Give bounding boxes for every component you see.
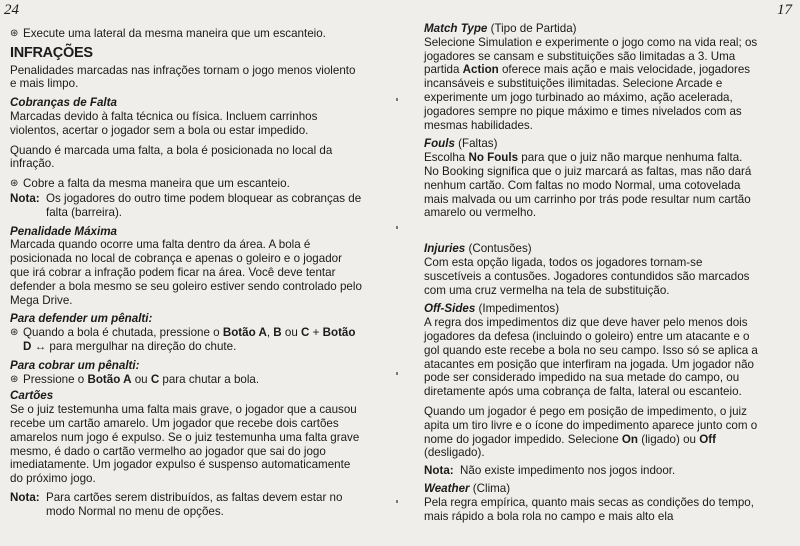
penalidade-paragraph: Marcada quando ocorre uma falta dentro da área. A bola é posicionada no local de cobrança e apenas o goleiro e o jogador que irá cobrar a infração podem ficar na área. Você deve tentar defender a bola mesmo se seu goleiro estiver sendo controlado pelo Mega Drive. [10, 238, 362, 307]
note-label: Nota: [424, 464, 454, 478]
note [10, 491, 362, 519]
penalidade-heading: Penalidade Máxima [10, 224, 117, 238]
defender-text: Quando a bola é chutada, pressione o Botão A, B ou C + Botão D ↔ para mergulhar na direção do chute. [23, 326, 356, 353]
note-text: Para cartões serem distribuídos, as faltas devem estar no modo Normal no menu de opções. [46, 490, 343, 518]
note [10, 192, 362, 220]
cartoes-heading: Cartões [10, 389, 54, 403]
lateral-text: Execute uma lateral da mesma maneira que um escanteio. [23, 27, 326, 40]
cartoes-paragraph: Se o juiz testemunha uma falta mais grave, o jogador que a causou recebe um cartão amarelo. Um jogador que recebe dois cartões amarelos num jogo é expulso. Se o juiz testemunha uma falta grave mesmo, é dado o cartão vermelho ao jogador que sai do jogo imediatamente. Um jogador expulso é suspenso automaticamente do próximo jogo. [10, 403, 360, 486]
note-label: Nota: [10, 191, 40, 205]
cobrar-text: Pressione o Botão A ou C para chutar a bola. [23, 372, 260, 386]
weather-heading: Weather (Clima) [424, 481, 511, 495]
fold-mark [396, 98, 398, 101]
ball-icon: ⊛ [10, 178, 19, 190]
match-type-paragraph: Selecione Simulation e experimente o jogo como na vida real; os jogadores se cansam e substituições são limitadas a 3. Uma partida Action oferece mais ação e mais velocidade, jogadores incansáveis e substituições ilimitadas. Selecione Arcade e experimente um jogo turbinado ao máximo, ação acelerada, jogadores sempre no pique máximo e times nivelados com as mesmas habilidades. [424, 35, 758, 132]
offsides-heading: Off-Sides (Impedimentos) [424, 302, 560, 316]
note-text: Os jogadores do outro time podem bloquear as cobranças de falta (barreira). [46, 191, 362, 219]
weather-paragraph: Pela regra empírica, quanto mais secas as condições do tempo, mais rápido a bola rola no campo e mais alto ela [424, 495, 754, 523]
cobrar-heading: Para cobrar um pênalti: [10, 358, 140, 372]
note-text: Não existe impedimento nos jogos indoor. [460, 464, 676, 478]
ball-icon: ⊛ [10, 28, 19, 39]
cobrancas-paragraph-2: Quando é marcada uma falta, a bola é posicionada no local da infração. [10, 143, 333, 171]
ball-icon: ⊛ [10, 373, 19, 385]
note-label: Nota: [10, 490, 40, 504]
fold-mark [396, 226, 398, 229]
bullet-item [10, 27, 362, 41]
fouls-heading: Fouls (Faltas) [424, 137, 498, 151]
match-type-heading: Match Type (Tipo de Partida) [424, 22, 577, 35]
cobrancas-paragraph-1: Marcadas devido à falta técnica ou física. Incluem carrinhos violentos, acertar o jogador sem a bola ou estar impedido. [10, 109, 318, 137]
fold-mark [396, 372, 398, 375]
offsides-paragraph-1: A regra dos impedimentos diz que deve haver pelo menos dois jogadores da defesa (incluindo o goleiro) entre um atacante e o gol quando este recebe a bola no seu campo. Isso só se aplica a atacantes em posição que interfiram na jogada. Um jogador não pode ser considerado impedido na sua metade do campo, ou diretamente após uma cobrança de falta, lateral ou escanteio. [424, 316, 758, 399]
ball-icon: ⊛ [10, 327, 19, 339]
cobrancas-heading: Cobranças de Falta [10, 96, 117, 110]
bullet-item [10, 177, 362, 191]
left-column [10, 18, 362, 520]
offsides-paragraph-2: Quando um jogador é pego em posição de impedimento, o juiz apita um tiro livre e o ícone do impedimento aparece junto com o nome do jogador impedido. Selecione On (ligado) ou Off (desligado). [424, 404, 758, 460]
injuries-heading: Injuries (Contusões) [424, 242, 532, 256]
note [424, 464, 760, 478]
bullet-item [10, 373, 362, 387]
infracoes-intro: Penalidades marcadas nas infrações tornam o jogo menos violento e mais limpo. [10, 63, 356, 91]
left-right-arrow-icon: ↔ [31, 339, 50, 353]
infracoes-heading: INFRAÇÕES [10, 44, 93, 61]
page-number-right: 17 [777, 2, 792, 18]
fold-mark [396, 500, 398, 503]
injuries-paragraph: Com esta opção ligada, todos os jogadores tornam-se suscetíveis a contusões. Jogadores contundidos são marcados com uma cruz vermelha na tela de substituição. [424, 255, 750, 297]
cobrancas-bullet-text: Cobre a falta da mesma maneira que um escanteio. [23, 177, 290, 191]
bullet-item [10, 326, 362, 354]
fouls-paragraph: Escolha No Fouls para que o juiz não marque nenhuma falta. No Booking significa que o juiz marcará as faltas, mas não dará nenhum cartão. Com faltas no modo Normal, uma cotovelada mais malvada ou um carrinho por trás pode resultar num cartão amarelo ou vermelho. [424, 151, 752, 220]
defender-heading: Para defender um pênalti: [10, 312, 153, 326]
page-number-left: 24 [4, 2, 19, 18]
right-column [424, 18, 760, 523]
